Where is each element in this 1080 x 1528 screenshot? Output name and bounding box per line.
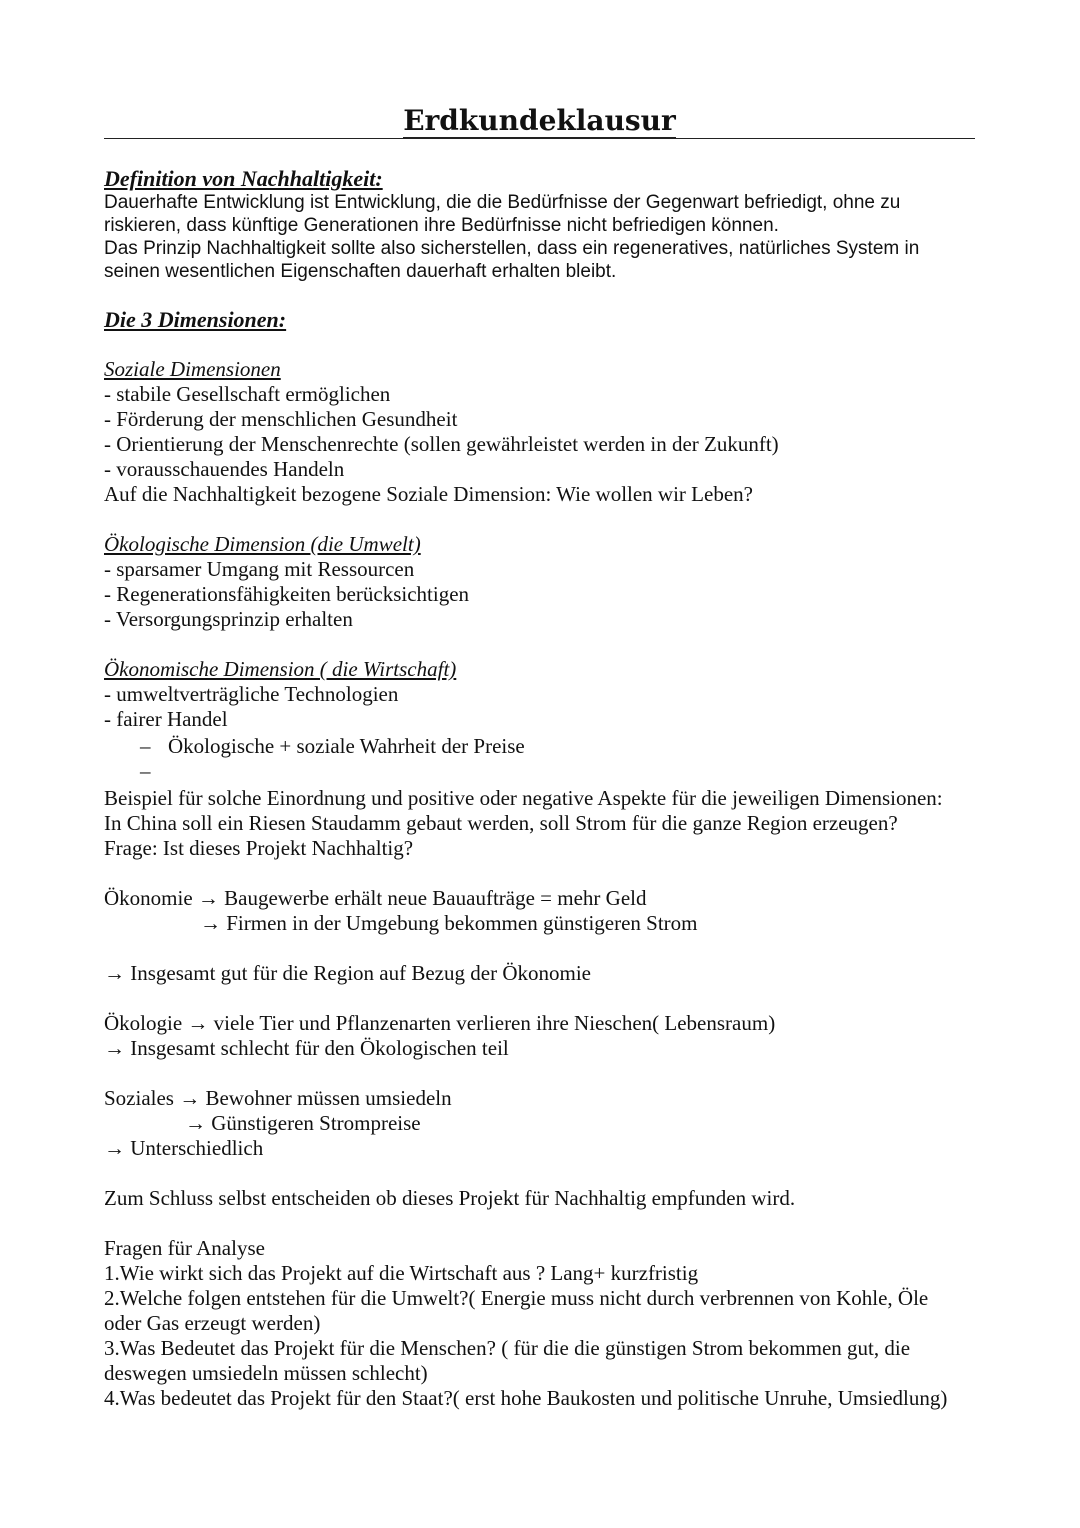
social-item: - vorausschauendes Handeln — [104, 457, 345, 481]
social-summary: Auf die Nachhaltigkeit bezogene Soziale Dimension: Wie wollen wir Leben? — [104, 482, 753, 506]
example-line: Frage: Ist dieses Projekt Nachhaltig? — [104, 836, 414, 860]
soziales-line: Soziales → Bewohner müssen umsiedeln — [104, 1086, 452, 1110]
title-rule — [104, 104, 975, 139]
closing-line: Zum Schluss selbst entscheiden ob dieses Projekt für Nachhaltig empfunden wird. — [104, 1186, 796, 1210]
question-line: 1.Wie wirkt sich das Projekt auf die Wirtschaft aus ? Lang+ kurzfristig — [104, 1261, 699, 1285]
question-line: 3.Was Bedeutet das Projekt für die Menschen? ( für die die günstigen Strom bekommen gut, die — [104, 1336, 911, 1360]
economic-heading: Ökonomische Dimension ( die Wirtschaft) — [104, 657, 457, 681]
soziales-conclusion: → Unterschiedlich — [104, 1136, 264, 1160]
soziales-line: → Günstigeren Strompreise — [185, 1111, 421, 1135]
example-line: In China soll ein Riesen Staudamm gebaut werden, soll Strom für die ganze Region erzeugen? — [104, 811, 898, 835]
ecological-item: - Versorgungsprinzip erhalten — [104, 607, 353, 631]
question-line: 4.Was bedeutet das Projekt für den Staat?( erst hohe Baukosten und politische Unruhe, Umsiedlung) — [104, 1386, 948, 1410]
question-line: oder Gas erzeugt werden) — [104, 1311, 321, 1335]
social-item: - Förderung der menschlichen Gesundheit — [104, 407, 458, 431]
economic-item: - umweltverträgliche Technologien — [104, 682, 399, 706]
oekologie-line: Ökologie → viele Tier und Pflanzenarten verlieren ihre Nieschen( Lebensraum) — [104, 1011, 776, 1035]
economic-dash-item: – — [140, 759, 151, 783]
ecological-heading: Ökologische Dimension (die Umwelt) — [104, 532, 421, 556]
oekologie-conclusion: → Insgesamt schlecht für den Ökologischen teil — [104, 1036, 509, 1060]
economic-item: - fairer Handel — [104, 707, 228, 731]
definition-line: Dauerhafte Entwicklung ist Entwicklung, die die Bedürfnisse der Gegenwart befriedigt, ohne zu — [104, 192, 901, 213]
oekonomie-line: Ökonomie → Baugewerbe erhält neue Bauaufträge = mehr Geld — [104, 886, 647, 910]
definition-line: Das Prinzip Nachhaltigkeit sollte also sicherstellen, dass ein regeneratives, natürliches System in — [104, 238, 920, 259]
page-title: Erdkundeklausur — [403, 104, 676, 137]
ecological-item: - sparsamer Umgang mit Ressourcen — [104, 557, 415, 581]
definition-line: riskieren, dass künftige Generationen ihre Bedürfnisse nicht befriedigen können. — [104, 215, 779, 236]
ecological-item: - Regenerationsfähigkeiten berücksichtigen — [104, 582, 470, 606]
social-item: - Orientierung der Menschenrechte (sollen gewährleistet werden in der Zukunft) — [104, 432, 779, 456]
oekonomie-line: → Firmen in der Umgebung bekommen günstigeren Strom — [200, 911, 698, 935]
social-item: - stabile Gesellschaft ermöglichen — [104, 382, 391, 406]
question-line: 2.Welche folgen entstehen für die Umwelt?( Energie muss nicht durch verbrennen von Kohle, Öle — [104, 1286, 929, 1310]
definition-heading: Definition von Nachhaltigkeit: — [104, 166, 383, 191]
social-heading: Soziale Dimensionen — [104, 357, 281, 381]
dimensions-heading: Die 3 Dimensionen: — [104, 307, 287, 332]
questions-heading: Fragen für Analyse — [104, 1236, 265, 1260]
definition-line: seinen wesentlichen Eigenschaften dauerhaft erhalten bleibt. — [104, 261, 617, 282]
economic-dash-item: – Ökologische + soziale Wahrheit der Preise — [140, 734, 525, 758]
question-line: deswegen umsiedeln müssen schlecht) — [104, 1361, 428, 1385]
oekonomie-conclusion: → Insgesamt gut für die Region auf Bezug der Ökonomie — [104, 961, 591, 985]
example-line: Beispiel für solche Einordnung und positive oder negative Aspekte für die jeweiligen Dimensionen: — [104, 786, 943, 810]
